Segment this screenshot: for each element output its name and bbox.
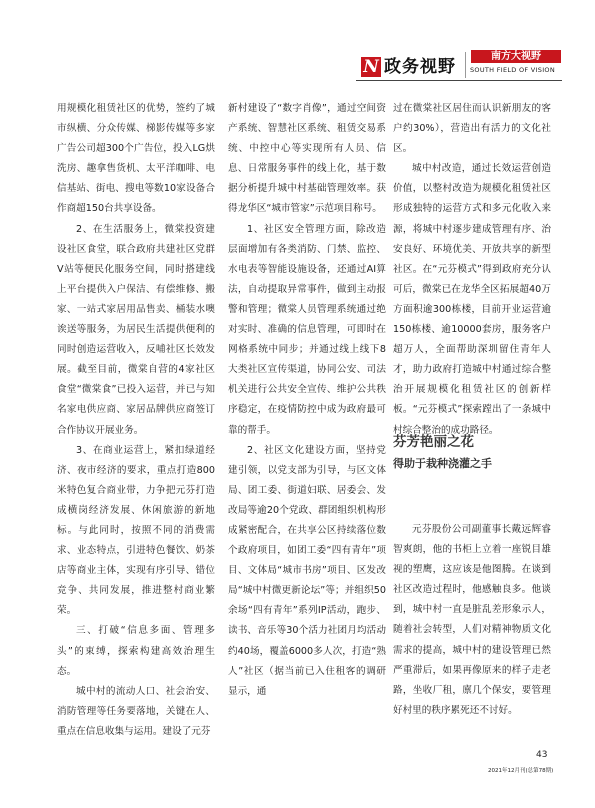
magazine-english-name: SOUTH FIELD OF VISION [470, 66, 555, 74]
header-divider [465, 52, 466, 78]
section-heading [393, 432, 553, 474]
paragraph: 三、打破“信息多面、管理多头”的束缚，探索构建高效治理生态。 [57, 625, 215, 677]
page-number: 43 [536, 750, 548, 760]
paragraph: 1、社区安全管理方面，除改造层面增加有各类消防、门禁、监控、水电表等智能设施设备，还通过AI算法，自动提取异常事件，做到主动报警和管理；微棠人员管理系统通过绝对实时、准确的信息管理，可即时在网格系统中同步；并通过线上线下8大类社区宣传渠道，协同公安、司法机关进行公共安全宣传、维护公共秩序稳定，在疫情防控中成为政府最可靠的帮手。 [228, 223, 386, 436]
section-heading-line-1: 芬芳艳丽之花 [393, 434, 474, 450]
article-column-1 [57, 99, 215, 742]
paragraph: 过在微棠社区居住而认识新朋友的客户约30%），营造出有活力的文化社区。 [393, 103, 551, 155]
paragraph: 城中村的流动人口、社会治安、消防管理等任务要落地，关键在人、重点在信息收集与运用。建设了元芬 [57, 685, 215, 737]
article-column-3-bottom [393, 520, 551, 721]
paragraph: 2、社区文化建设方面，坚持党建引领，以党支部为引导，与区文体局、团工委、街道妇联、居委会、发改局等逾20个党政、群团组织机构形成紧密配合，在共享公区持续落位数个政府项目，如团工委“四有青年”项目、文体局“城市书房”项目、区发改局“城中村微更新论坛”等；并组织50余场“四有青年”系列IP活动，跑步、读书、音乐等30个活力社团月均活动约40场，覆盖6000多人次，打造“熟人”社区（据当前已入住租客的调研显示，通 [228, 444, 386, 697]
paragraph: 城中村改造，通过长效运营创造价值，以整村改造为规模化租赁社区形成独特的运营方式和多元化收入来源，将城中村逐步建成管理有序、治安良好、环境优美、开放共享的新型社区。在“元芬模式”得到政府充分认可后，微棠已在龙华全区拓展超40万方面积逾300栋楼，目前开业运营逾150栋楼、逾10000套房，服务客户超万人，全面帮助深圳留住青年人才，助力政府打造城中村通过综合整治开展规模化租赁社区的创新样板。“元芬模式”探索蹚出了一条城中村综合整治的成功路径。 [393, 163, 551, 436]
paragraph: 用规模化租赁社区的优势，签约了城市纵横、分众传媒、梯影传媒等多家广告公司超300个广告位，投入LG烘洗房、趣拿售货机、太平洋咖啡、电信基站、街电、搜电等数10家设备合作商超150台共享设备。 [57, 103, 215, 215]
header-rule [356, 80, 562, 81]
issue-line: 2021年12月刊(总第78期) [488, 768, 554, 774]
article-column-2 [228, 99, 386, 702]
paragraph: 2、在生活服务上，微棠投资建设社区食堂，联合政府共建社区党群V站等便民化服务空间，同时搭建线上平台提供入户保洁、有偿维修、搬家、一站式家居用品售卖、桶装水噢诶送等服务，为居民生活提供便利的同时创造运营收入，反哺社区长效发展。截至目前，微棠自营的4家社区食堂“微棠食”已投入运营，并已与知名家电供应商、家居品牌供应商签订合作协议开展业务。 [57, 223, 215, 436]
paragraph: 新村建设了“数字肖像”，通过空间资产系统、智慧社区系统、租赁交易系统、中控中心等实现所有人员、信息、日常服务事件的线上化，基于数据分析提升城中村基础管理效率。获得龙华区“城市管家”示范项目称号。 [228, 103, 386, 215]
section-title: 政务视野 [384, 57, 456, 77]
paragraph: 3、在商业运营上，紧扣绿道经济、夜市经济的要求，重点打造800米特色复合商业带，力争把元芬打造成横岗经济发展、休闲旅游的新地标。与此同时，按照不同的消费需求、业态特点，引进特色餐饮、奶茶店等商业主体，实现有序引导、错位竞争、共同发展，推进整村商业繁荣。 [57, 444, 215, 617]
paragraph: 元芬股份公司副董事长戴远辉睿智爽朗，他的书柜上立着一座锐目雄视的塑鹰，这应该是他图腾。在谈到社区改造过程时，他感触良多。他谈到，城中村一直是脏乱差形象示人，随着社会转型，人们对精神物质文化需求的提高，城中村的建设管理已然严重滞后，如果再像原来的样子走老路，坐收厂租，廪几个保安，要管理好村里的秩序累死还不讨好。 [393, 524, 551, 716]
article-column-3-top [393, 99, 551, 441]
magazine-logo-icon: N [361, 57, 381, 77]
magazine-name-badge: 南方大视野 [471, 50, 561, 63]
section-heading-line-2: 得助于栽种浇灌之手 [393, 457, 492, 470]
